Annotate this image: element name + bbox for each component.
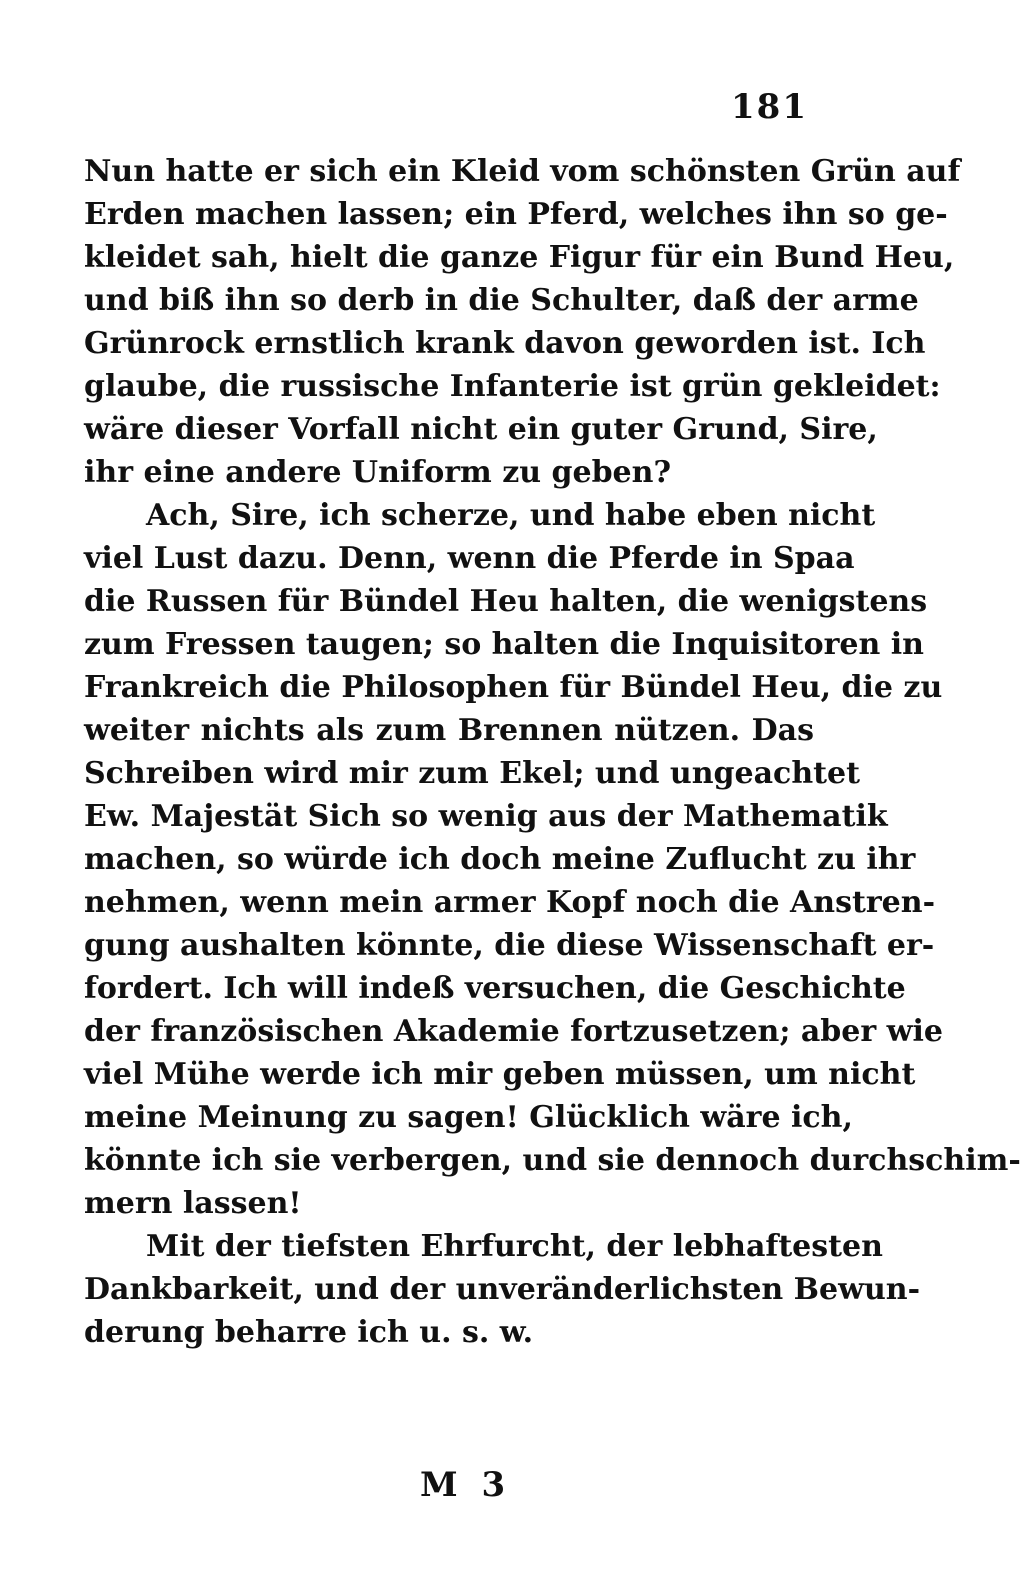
text-line: Mit der tiefsten Ehrfurcht, der lebhaftesten <box>146 1229 883 1264</box>
text-line: derung beharre ich u. s. w. <box>84 1315 534 1350</box>
text-line: mern lassen! <box>84 1186 302 1221</box>
text-line: viel Mühe werde ich mir geben müssen, um nicht <box>84 1057 916 1092</box>
text-line: Erden machen lassen; ein Pferd, welches ihn so ge- <box>84 197 948 232</box>
text-line: Frankreich die Philosophen für Bündel Heu, die zu <box>84 670 943 705</box>
text-line: Grünrock ernstlich krank davon geworden ist. Ich <box>84 326 926 361</box>
text-line: nehmen, wenn mein armer Kopf noch die Anstren- <box>84 885 936 920</box>
page-number: 181 <box>731 87 808 127</box>
text-line: der französischen Akademie fortzusetzen; aber wie <box>84 1014 943 1049</box>
paragraph-1 <box>84 150 961 494</box>
text-line: ihr eine andere Uniform zu geben? <box>84 455 672 490</box>
paragraph-2 <box>84 494 1021 1225</box>
text-line: und biß ihn so derb in die Schulter, daß der arme <box>84 283 919 318</box>
text-line: viel Lust dazu. Denn, wenn die Pferde in Spaa <box>84 541 855 576</box>
signature-mark: M 3 <box>420 1465 512 1505</box>
text-line: machen, so würde ich doch meine Zuflucht zu ihr <box>84 842 916 877</box>
text-line: meine Meinung zu sagen! Glücklich wäre ich, <box>84 1100 853 1135</box>
text-line: Schreiben wird mir zum Ekel; und ungeachtet <box>84 756 860 791</box>
text-line: Ach, Sire, ich scherze, und habe eben nicht <box>146 498 876 533</box>
text-line: Dankbarkeit, und der unveränderlichsten Bewun- <box>84 1272 921 1307</box>
text-line: kleidet sah, hielt die ganze Figur für ein Bund Heu, <box>84 240 955 275</box>
text-line: fordert. Ich will indeß versuchen, die Geschichte <box>84 971 906 1006</box>
text-line: weiter nichts als zum Brennen nützen. Das <box>84 713 814 748</box>
text-line: gung aushalten könnte, die diese Wissenschaft er- <box>84 928 935 963</box>
text-line: Nun hatte er sich ein Kleid vom schönsten Grün auf <box>84 154 961 189</box>
paragraph-3 <box>84 1225 921 1354</box>
text-line: die Russen für Bündel Heu halten, die wenigstens <box>84 584 928 619</box>
text-line: zum Fressen taugen; so halten die Inquisitoren in <box>84 627 924 662</box>
text-line: Ew. Majestät Sich so wenig aus der Mathematik <box>84 799 888 834</box>
text-line: wäre dieser Vorfall nicht ein guter Grund, Sire, <box>84 412 878 447</box>
text-line: könnte ich sie verbergen, und sie dennoch durchschim- <box>84 1143 1021 1178</box>
body-text <box>84 150 1021 1354</box>
text-line: glaube, die russische Infanterie ist grün gekleidet: <box>84 369 941 404</box>
